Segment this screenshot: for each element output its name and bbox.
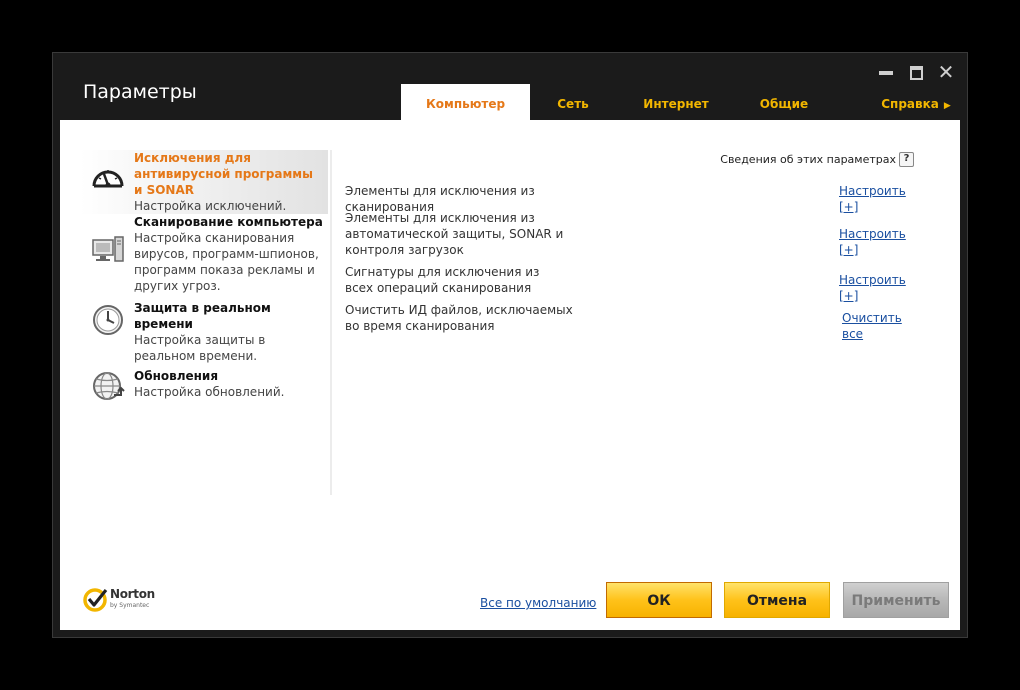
configure-link[interactable]: Настроить [+] (839, 273, 906, 303)
settings-content (60, 120, 960, 630)
sidebar-item-realtime[interactable] (80, 300, 328, 363)
window-title: Параметры (83, 81, 197, 103)
cancel-button[interactable]: Отмена (724, 582, 830, 618)
speedometer-icon (90, 160, 126, 196)
restore-defaults-link[interactable]: Все по умолчанию (480, 596, 597, 610)
clock-icon (90, 302, 126, 338)
help-question-icon[interactable]: ? (899, 152, 914, 167)
globe-update-icon (90, 368, 126, 404)
tab-bar (401, 84, 961, 120)
row-label: Сигнатуры для исключения из всех операций сканирования (345, 265, 540, 295)
logo-text: Norton (110, 587, 155, 601)
settings-window (52, 52, 968, 638)
sidebar-item-desc: Настройка защиты в реальном времени. (134, 333, 266, 363)
clear-all-link[interactable]: Очистить все (842, 311, 902, 341)
sidebar-item-updates[interactable] (80, 368, 328, 412)
help-row[interactable] (720, 152, 914, 167)
sidebar-item-exclusions[interactable] (80, 150, 328, 214)
minimize-icon[interactable] (877, 63, 895, 81)
sidebar-item-desc: Настройка обновлений. (134, 385, 285, 399)
logo-subtext: by Symantec (110, 602, 150, 609)
sidebar-item-title: Исключения для антивирусной программы и SONAR (134, 151, 313, 197)
configure-link[interactable]: Настроить [+] (839, 227, 906, 257)
norton-logo (82, 587, 155, 613)
sidebar-item-title: Сканирование компьютера (134, 215, 323, 229)
tab-computer[interactable]: Компьютер (401, 84, 530, 120)
sidebar-item-title: Защита в реальном времени (134, 301, 271, 331)
chevron-right-icon: ▶ (943, 101, 951, 111)
sidebar (80, 150, 332, 495)
apply-button[interactable]: Применить (843, 582, 949, 618)
row-label: Очистить ИД файлов, исключаемых во время сканирования (345, 303, 573, 333)
sidebar-item-title: Обновления (134, 369, 219, 383)
computer-icon (90, 232, 126, 268)
sidebar-item-desc: Настройка сканирования вирусов, программ-шпионов, программ показа рекламы и других угроз. (134, 231, 319, 293)
sidebar-item-desc: Настройка исключений. (134, 199, 287, 213)
sidebar-item-computer-scan[interactable] (80, 214, 328, 298)
configure-link[interactable]: Настроить [+] (839, 184, 906, 214)
norton-check-icon (82, 587, 108, 613)
tab-internet[interactable]: Интернет (643, 97, 709, 111)
tab-general[interactable]: Общие (759, 97, 809, 111)
close-icon[interactable]: ✕ (937, 60, 955, 84)
maximize-icon[interactable] (907, 63, 925, 81)
help-text: Сведения об этих параметрах (720, 153, 896, 166)
row-label: Элементы для исключения из автоматической защиты, SONAR и контроля загрузок (345, 211, 564, 257)
row-label: Элементы для исключения из сканирования (345, 184, 535, 214)
tab-help[interactable]: Справка ▶ (881, 97, 951, 111)
window-controls (877, 60, 955, 84)
ok-button[interactable]: ОК (606, 582, 712, 618)
tab-network[interactable]: Сеть (557, 97, 589, 111)
